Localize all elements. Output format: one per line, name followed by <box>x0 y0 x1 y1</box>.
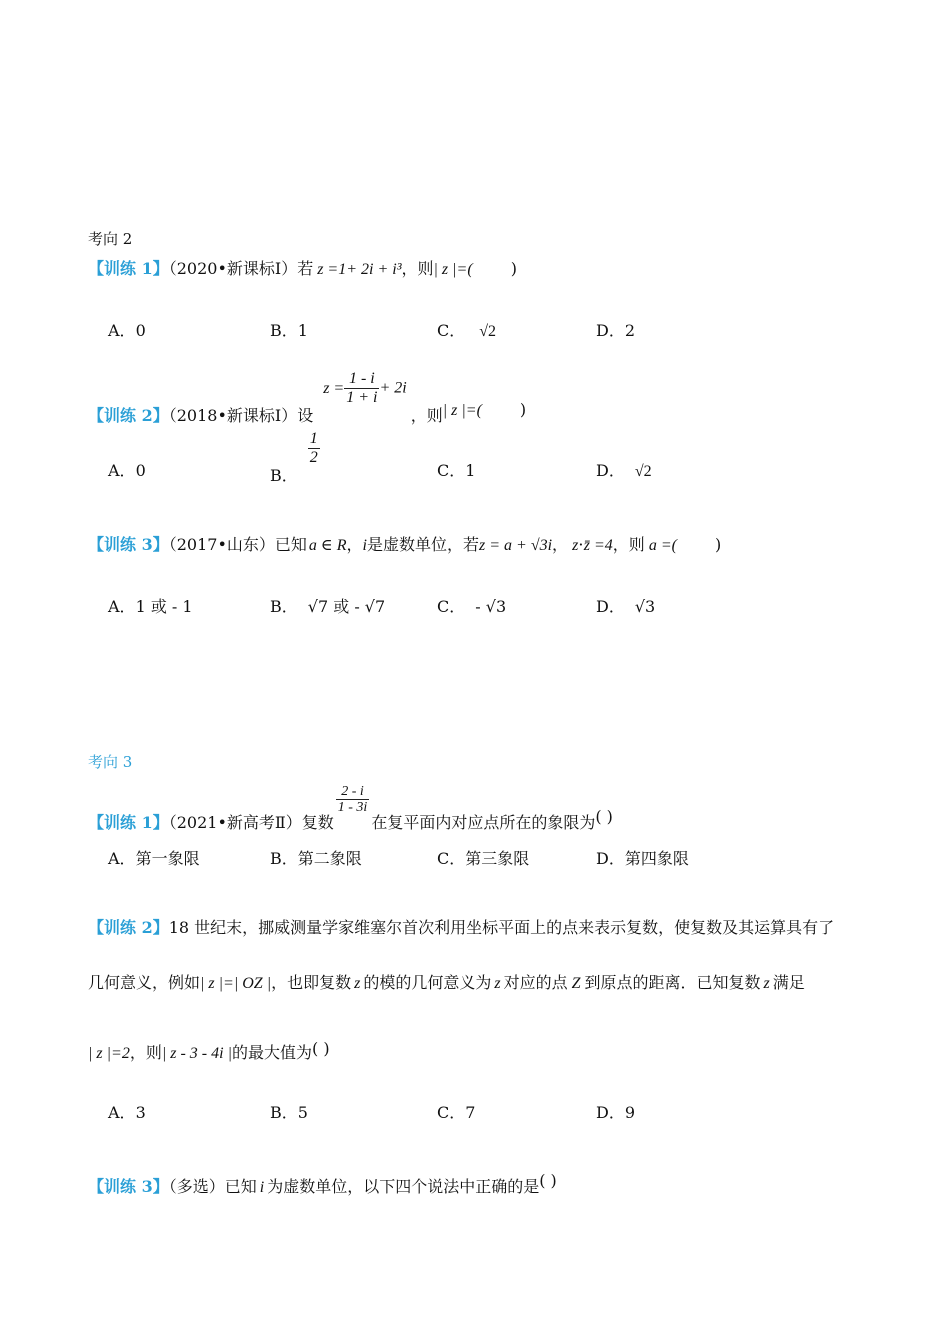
question-text: ， <box>552 535 569 554</box>
question-tag: 【训练 2】 <box>88 405 169 425</box>
question-source: （2020•新课标Ⅰ）若 <box>168 259 314 278</box>
question-text: 18 世纪末，挪威测量学家维塞尔首次利用坐标平面上的点来表示复数，使复数及其运算具有了 <box>168 918 835 937</box>
option-d: D． √2 <box>596 461 652 480</box>
answer-paren: ( ) <box>595 807 613 827</box>
question-line <box>88 1040 330 1063</box>
option-c: C．1 <box>437 461 476 480</box>
question-line <box>88 915 834 938</box>
formula: z <box>763 975 770 992</box>
formula: z <box>494 975 501 992</box>
question-line <box>88 370 527 425</box>
option-b: B． $\frac{1}{2}$ <box>270 430 318 485</box>
fraction: $\frac{1 - i}{1 + i}$ <box>346 370 378 406</box>
answer-paren: ) <box>714 535 722 554</box>
answer-paren: ) <box>510 259 517 278</box>
question-text: ，也即复数 <box>271 973 352 992</box>
formula: | z - 3 - 4i | <box>161 1045 232 1062</box>
option-c: C．7 <box>437 1103 476 1122</box>
question-text: 为虚数单位，以下四个说法中正确的是 <box>267 1177 540 1196</box>
question-line <box>88 970 805 993</box>
option-a: A．0 <box>108 321 146 340</box>
option-b: B．第二象限 <box>270 849 362 868</box>
answer-paren: ( ) <box>539 1171 557 1190</box>
option-d: D．第四象限 <box>596 849 689 868</box>
question-text: ，则 <box>129 1043 162 1062</box>
question-tag: 【训练 1】 <box>88 813 169 833</box>
option-a: A．第一象限 <box>108 849 200 868</box>
question-source: （2017•山东）已知 <box>168 535 307 554</box>
option-a: A．1 或 - 1 <box>108 597 193 616</box>
section-heading: 考向 2 <box>88 230 133 248</box>
question-text: ， <box>346 535 363 554</box>
question-tag: 【训练 3】 <box>88 535 169 554</box>
question-text: 满足 <box>772 973 805 992</box>
formula: a ∈ R <box>308 537 347 554</box>
question-text: ，则 <box>401 259 434 278</box>
formula: z = a + √3i <box>479 537 553 554</box>
formula: a =( <box>648 537 677 554</box>
question-text: 的最大值为 <box>231 1043 312 1062</box>
option-d: D．2 <box>596 321 636 340</box>
option-b: B．1 <box>270 321 308 340</box>
question-tag: 【训练 1】 <box>88 259 169 278</box>
formula: z =1+ 2i + i³ <box>317 261 402 278</box>
question-line <box>88 1171 557 1197</box>
question-line <box>88 784 613 833</box>
question-text: 对应的点 <box>503 973 568 992</box>
option-a: A．3 <box>108 1103 146 1122</box>
option-b: B． √7 或 - √7 <box>270 597 386 616</box>
option-a: A．0 <box>108 461 146 480</box>
formula: z⋅z̄ =4 <box>572 537 613 554</box>
formula: | z |=| OZ | <box>200 975 272 992</box>
formula: + 2i <box>379 379 407 397</box>
question-text: 的模的几何意义为 <box>363 973 492 992</box>
formula: | z |=2 <box>88 1045 130 1062</box>
section-heading: 考向 3 <box>88 753 133 771</box>
question-text: ，则 <box>410 405 443 425</box>
question-source: （2018•新课标Ⅰ）设 <box>168 405 314 425</box>
answer-paren: ) <box>519 399 527 419</box>
formula: Z <box>571 975 581 992</box>
question-line <box>88 532 721 555</box>
question-tag: 【训练 2】 <box>88 918 169 937</box>
answer-paren: ( ) <box>311 1039 330 1058</box>
option-c: C． √2 <box>437 321 497 340</box>
question-text: 在复平面内对应点所在的象限为 <box>371 813 596 833</box>
question-source: （2021•新高考Ⅱ）复数 <box>168 813 334 833</box>
option-d: D．9 <box>596 1103 636 1122</box>
formula: z = <box>323 379 345 397</box>
option-b: B．5 <box>270 1103 308 1122</box>
question-text: 几何意义，例如 <box>88 973 201 992</box>
question-text: （多选）已知 <box>168 1177 257 1196</box>
fraction: $\frac{1}{2}$ <box>309 430 318 466</box>
option-d: D． √3 <box>596 597 656 616</box>
option-c: C．第三象限 <box>437 849 530 868</box>
option-c: C． - √3 <box>437 597 507 616</box>
formula: i <box>362 537 367 554</box>
question-line <box>88 256 517 279</box>
question-text: 是虚数单位，若 <box>366 535 479 554</box>
question-text: ，则 <box>612 535 645 554</box>
formula: i <box>259 1179 265 1196</box>
formula: | z |=( <box>433 261 473 278</box>
formula: | z |=( <box>442 401 482 419</box>
question-tag: 【训练 3】 <box>88 1177 169 1196</box>
formula: z <box>354 975 361 992</box>
fraction: $\frac{2 - i}{1 - 3i}$ <box>337 784 368 816</box>
question-text: 到原点的距离．已知复数 <box>584 973 761 992</box>
